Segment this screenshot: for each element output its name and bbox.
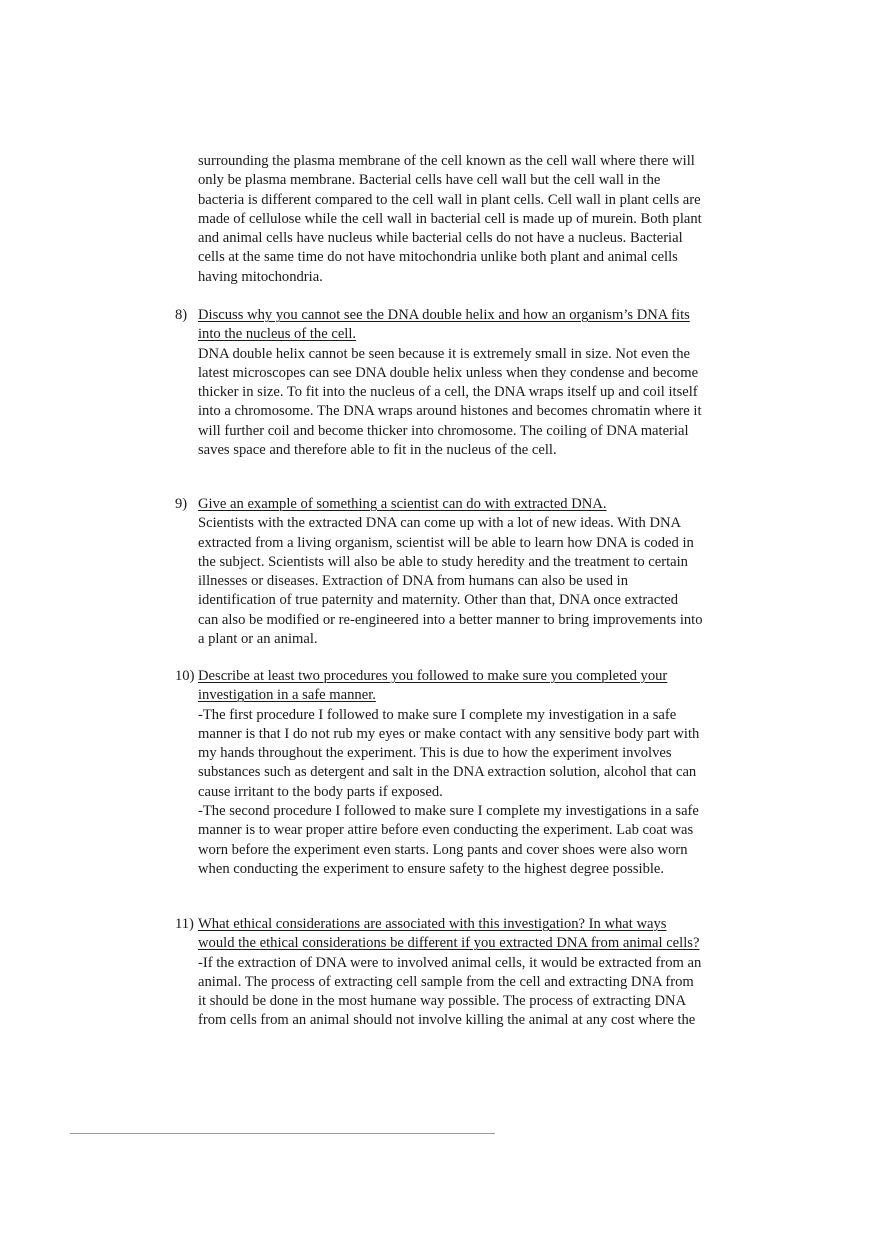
question-line: into the nucleus of the cell. bbox=[198, 326, 357, 343]
item-9 bbox=[198, 495, 738, 649]
item-number: 9) bbox=[175, 496, 188, 512]
question-line: would the ethical considerations be different if you extracted DNA from animal cells? bbox=[198, 935, 700, 952]
answer-line: Scientists with the extracted DNA can come up with a lot of new ideas. With DNA bbox=[198, 515, 682, 532]
answer-line: identification of true paternity and maternity. Other than that, DNA once extracted bbox=[198, 592, 679, 609]
question-line: What ethical considerations are associated with this investigation? In what ways bbox=[198, 916, 667, 932]
item-number: 8) bbox=[175, 307, 188, 323]
answer-line: thicker in size. To fit into the nucleus of a cell, the DNA wraps itself up and coil itself bbox=[198, 384, 698, 401]
answer-line: when conducting the experiment to ensure safety to the highest degree possible. bbox=[198, 860, 665, 877]
answer-line: made of cellulose while the cell wall in bacterial cell is made up of murein. Both plant bbox=[198, 210, 702, 227]
answer-line: from cells from an animal should not involve killing the animal at any cost where the bbox=[198, 1012, 696, 1029]
answer-line: it should be done in the most humane way possible. The process of extracting DNA bbox=[198, 993, 687, 1010]
item-11 bbox=[198, 915, 738, 1031]
answer-line: only be plasma membrane. Bacterial cells have cell wall but the cell wall in the bbox=[198, 172, 661, 189]
answer-line: will further coil and become thicker into chromosome. The coiling of DNA material bbox=[198, 422, 689, 439]
question-line: Describe at least two procedures you followed to make sure you completed your bbox=[198, 668, 668, 684]
answer-line: cells at the same time do not have mitochondria unlike both plant and animal cells bbox=[198, 249, 678, 266]
item-10 bbox=[198, 667, 738, 879]
question-line: Discuss why you cannot see the DNA double helix and how an organism’s DNA fits bbox=[198, 307, 690, 323]
answer-line: cause irritant to the body parts if exposed. bbox=[198, 783, 443, 800]
answer-line: and animal cells have nucleus while bacterial cells do not have a nucleus. Bacterial bbox=[198, 230, 683, 247]
item-number: 11) bbox=[175, 916, 194, 932]
answer-line: manner is that I do not rub my eyes or make contact with any sensitive body part with bbox=[198, 725, 700, 742]
answer-line: DNA double helix cannot be seen because it is extremely small in size. Not even the bbox=[198, 345, 690, 362]
question-line: Give an example of something a scientist can do with extracted DNA. bbox=[198, 496, 607, 512]
answer-line: -If the extraction of DNA were to involved animal cells, it would be extracted from an bbox=[198, 954, 702, 971]
answer-line: manner is to wear proper attire before even conducting the experiment. Lab coat was bbox=[198, 822, 694, 839]
answer-line: a plant or an animal. bbox=[198, 631, 318, 648]
intro-answer bbox=[198, 152, 738, 287]
answer-line: substances such as detergent and salt in the DNA extraction solution, alcohol that can bbox=[198, 764, 697, 781]
answer-line: having mitochondria. bbox=[198, 268, 323, 285]
answer-line: into a chromosome. The DNA wraps around histones and becomes chromatin where it bbox=[198, 403, 702, 420]
question-line: investigation in a safe manner. bbox=[198, 687, 376, 704]
answer-line: can also be modified or re-engineered into a better manner to bring improvements into bbox=[198, 611, 703, 628]
answer-line: extracted from a living organism, scientist will be able to learn how DNA is coded in bbox=[198, 534, 694, 551]
answer-line: bacteria is different compared to the cell wall in plant cells. Cell wall in plant cells are bbox=[198, 191, 701, 208]
item-8 bbox=[198, 306, 738, 460]
answer-line: latest microscopes can see DNA double helix unless when they condense and become bbox=[198, 364, 699, 381]
answer-line: my hands throughout the experiment. This is due to how the experiment involves bbox=[198, 745, 672, 762]
item-number: 10) bbox=[175, 668, 195, 684]
answer-line: -The second procedure I followed to make sure I complete my investigations in a safe bbox=[198, 803, 699, 820]
answer-line: -The first procedure I followed to make sure I complete my investigation in a safe bbox=[198, 706, 677, 723]
answer-line: the subject. Scientists will also be able to study heredity and the treatment to certain bbox=[198, 553, 688, 570]
answer-line: saves space and therefore able to fit in the nucleus of the cell. bbox=[198, 442, 557, 459]
answer-line: animal. The process of extracting cell sample from the cell and extracting DNA from bbox=[198, 973, 694, 990]
answer-line: illnesses or diseases. Extraction of DNA from humans can also be used in bbox=[198, 573, 629, 590]
answer-line: surrounding the plasma membrane of the cell known as the cell wall where there will bbox=[198, 153, 695, 169]
footer-divider bbox=[70, 1133, 495, 1134]
answer-line: worn before the experiment even starts. Long pants and cover shoes were also worn bbox=[198, 841, 688, 858]
